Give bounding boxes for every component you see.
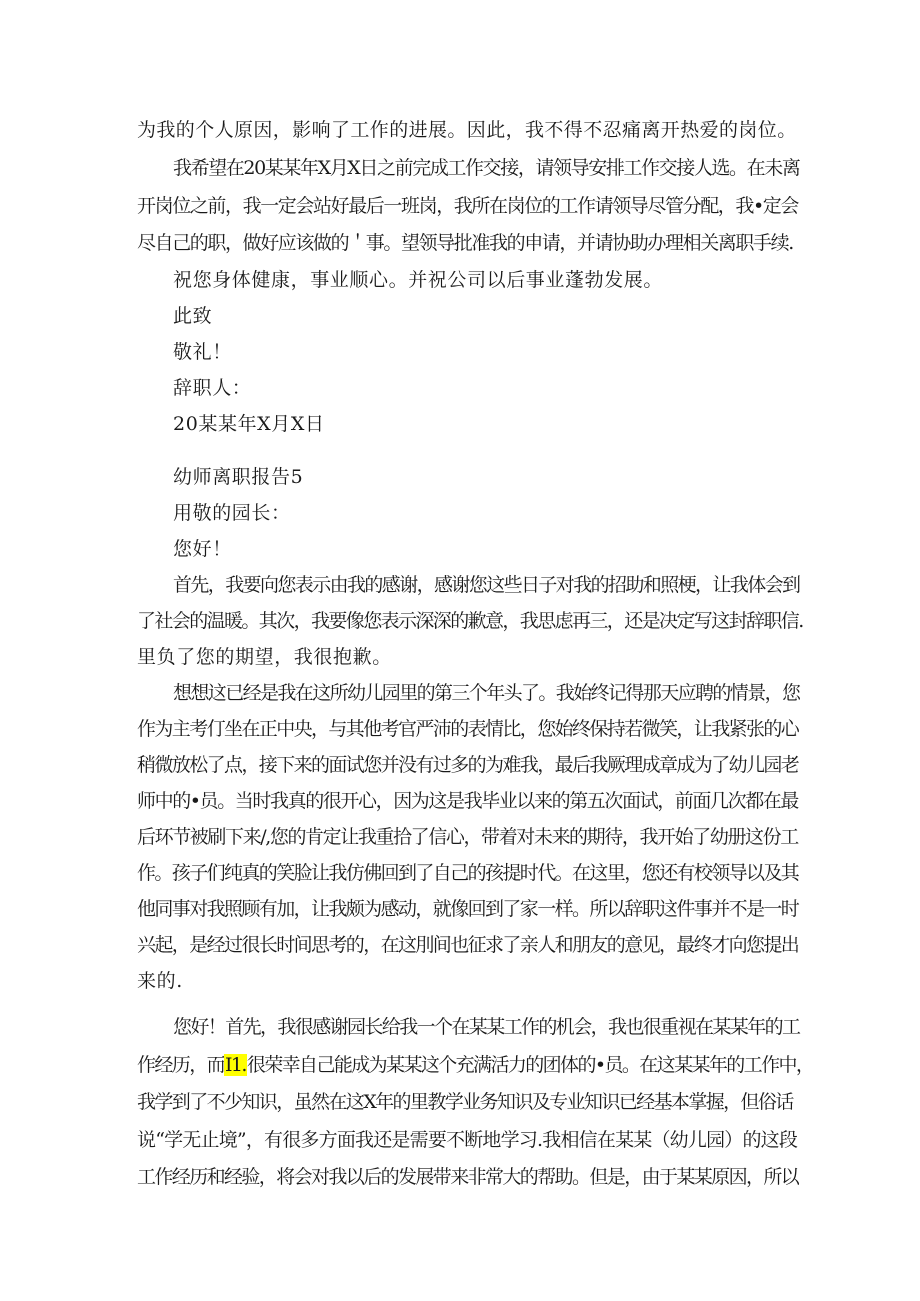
text-segment: 作经历，而 [137,1054,225,1076]
text-line: 尽自己的职，做好应该做的＇事。望领导批准我的申请，并请协助办理相关离职手续. [137,232,793,254]
text-line: 他同事对我照顾有加，让我颇为感动，就像回到了家一样。所以辞职这件事并不是一时 [137,898,799,920]
text-line: 里负了您的期望，我很抱歉。 [137,646,392,668]
text-line: 兴起，是经过很长时间思考的，在这刖间也征求了亲人和朋友的意见，最终才向您提出 [137,934,799,956]
text-line: 后环节被刷下来/,您的肯定让我重拾了信心，带着对未来的期待，我开始了幼册这份工 [137,826,798,848]
text-line: 作为主考仃坐在正中央，与其他考官严沛的表情比，您始终保持若微笑，让我紧张的心 [137,718,799,740]
text-line: 用敬的园长： [173,502,291,524]
text-line: 我希望在20某某年X月X日之前完成工作交接，请领导安排工作交接人选。在未离 [173,157,800,179]
text-line: 此致 [173,305,213,327]
text-line: 师中的•员。当时我真的很开心，因为这是我毕业以来的第五次面试，前面几次都在最 [137,790,799,812]
section-title: 幼师离职报告5 [173,466,304,488]
text-line: 首先，我要向您表示由我的感谢，感谢您这些日子对我的招助和照梗，让我体会到 [173,574,800,596]
text-line: 您好！ [173,538,232,560]
text-line: 来的. [137,970,183,992]
text-line: 说“学无止境”，有很多方面我还是需要不断地学习.我相信在某某（幼儿园）的这段 [137,1129,798,1151]
text-line: 祝您身体健康，事业顺心。并祝公司以后事业蓬勃发展。 [173,269,664,291]
text-line: 为我的个人原因，影响了工作的进展。因此，我不得不忍痛离开热爱的岗位。 [137,119,797,141]
text-line: 稍微放松了点，接下来的面试您并没有过多的为难我，最后我厥理成章成为了幼儿园老 [137,754,799,776]
text-line: 开岗位之前，我一定会站好最后一班岗，我所在岗位的工作请领导尽管分配，我•定会 [137,195,799,217]
text-line: 辞职人： [173,377,252,399]
text-line: 我学到了不少知识，虽然在这X年的里教学业务知识及专业知识已经基本掌握，但俗话 [137,1091,793,1113]
text-line: 敬礼！ [173,341,232,363]
text-segment: 很荣幸自己能成为某某这个充满活力的团体的•员。在这某某年的工作中， [246,1054,814,1076]
text-line: 想想这已经是我在这所幼儿园里的第三个年头了。我始终记得那天应聘的情景，您 [173,682,800,704]
text-line: 您好！首先，我很感谢园长给我一个在某某工作的机会，我也很重视在某某年的工 [173,1016,800,1038]
text-line: 作。孩子们纯真的笑脸让我仿佛回到了自己的孩提时代。在这里，您还有校领导以及其 [137,862,799,884]
text-line: 工作经历和经验，将会对我以后的发展带来非常大的帮助。但是，由于某某原因，所以 [137,1166,799,1188]
text-line: 了社会的温暖。其次，我要像您表示深深的歉意，我思虑再三，还是决定写这封辞职信. [137,610,803,632]
text-line: 20某某年X月X日 [173,413,325,435]
highlighted-text: I1. [225,1054,246,1076]
text-line-with-highlight [137,1053,920,1077]
